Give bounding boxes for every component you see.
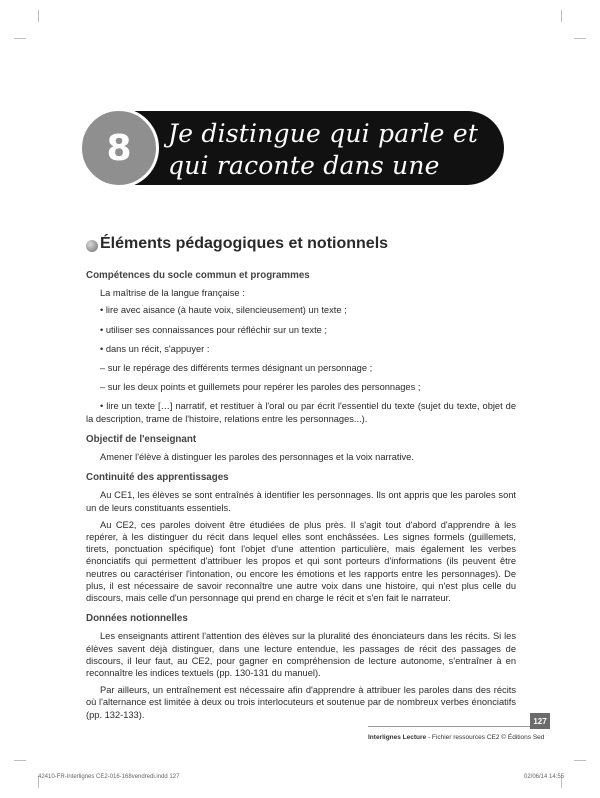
page-number: 127 xyxy=(530,713,550,729)
crop-mark xyxy=(574,760,586,761)
chapter-title-line-2: qui raconte dans une histoire xyxy=(168,151,440,212)
footer-rule xyxy=(368,726,530,727)
list-item: • utiliser ses connaissances pour réfléchir sur un texte ; xyxy=(100,324,328,335)
chapter-number: 8 xyxy=(106,127,132,169)
crop-mark xyxy=(574,38,586,39)
competences-intro: La maîtrise de la langue française : xyxy=(100,288,245,299)
main-content xyxy=(86,270,516,726)
footer-credit-text: - Fichier ressources CE2 © Éditions Sed xyxy=(426,734,545,741)
print-slug-date: 02/06/14 14:55 xyxy=(524,774,565,780)
chapter-title-line-1: Je distingue qui parle et xyxy=(168,119,479,148)
footer-credit xyxy=(368,734,544,741)
crop-mark xyxy=(38,10,39,22)
list-item: • dans un récit, s'appuyer : xyxy=(100,343,210,354)
list-item: – sur les deux points et guillemets pour repérer les paroles des personnages ; xyxy=(100,382,421,393)
crop-mark xyxy=(14,38,26,39)
crop-mark xyxy=(561,10,562,22)
list-item: • lire avec aisance (à haute voix, silencieusement) un texte ; xyxy=(100,305,347,316)
continuite-paragraph-2: Au CE2, ces paroles doivent être étudiées de plus près. Il s'agit tout d'abord d'apprendre à les repérer, à les distinguer du récit dans lequel elles sont enchâssées. Les signes formels (guillemets, tirets, ponctuation spécifique) font l'objet d'une attention particulière, mais également les verbes énonciatifs qui permettent d'attribuer les propos et qui sont porteurs d'informations (ils peuvent être neutres ou caractériser l'intonation, ou encore les émotions et les rapports entre les personnages). De plus, il est nécessaire de savoir reconnaître une autre voix dans une histoire, qui n'est plus celle du discours, mais celle d'un personnage qui prend en charge le récit et s'en fait le narrateur. xyxy=(86,519,516,604)
continuite-heading: Continuité des apprentissages xyxy=(86,472,229,484)
section-bullet-icon xyxy=(86,240,98,252)
list-item: • lire un texte […] narratif, et restituer à l'oral ou par écrit l'essentiel du texte (sujet du texte, objet de la description, trame de l'histoire, relations entre les personnages...). xyxy=(86,401,516,424)
footer-series: Interlignes Lecture xyxy=(368,734,427,741)
donnees-heading: Données notionnelles xyxy=(86,613,188,625)
objectif-heading: Objectif de l'enseignant xyxy=(86,433,197,445)
continuite-paragraph-1: Au CE1, les élèves se sont entraînés à identifier les personnages. Ils ont appris que les paroles sont un de leurs constituants essentiels. xyxy=(86,490,516,513)
donnees-paragraph-2: Par ailleurs, un entraînement est nécessaire afin d'apprendre à attribuer les paroles dans des récits où l'alternance est limitée à deux ou trois interlocuteurs et soutenue par de nombreux verbes énonciatifs (pp. 132-133). xyxy=(86,685,516,720)
donnees-paragraph-1: Les enseignants attirent l'attention des élèves sur la pluralité des énonciateurs dans les récits. Si les élèves savent déjà distinguer, dans une lecture entendue, les passages de récit des passages de discours, il leur faut, au CE2, pour gagner en compréhension de lecture autonome, s'entraîner à en reconnaître les indices textuels (pp. 130-131 du manuel). xyxy=(86,631,516,679)
competences-heading: Compétences du socle commun et programmes xyxy=(86,270,310,281)
section-title: Éléments pédagogiques et notionnels xyxy=(100,235,389,252)
print-slug-file: 42410-FR-Interlignes CE2-016-168vendredi.indd 127 xyxy=(38,774,180,780)
crop-mark xyxy=(14,760,26,761)
list-item: – sur le repérage des différents termes désignant un personnage ; xyxy=(100,363,373,374)
objectif-text: Amener l'élève à distinguer les paroles des personnages et la voix narrative. xyxy=(100,452,414,463)
chapter-title xyxy=(168,118,498,214)
